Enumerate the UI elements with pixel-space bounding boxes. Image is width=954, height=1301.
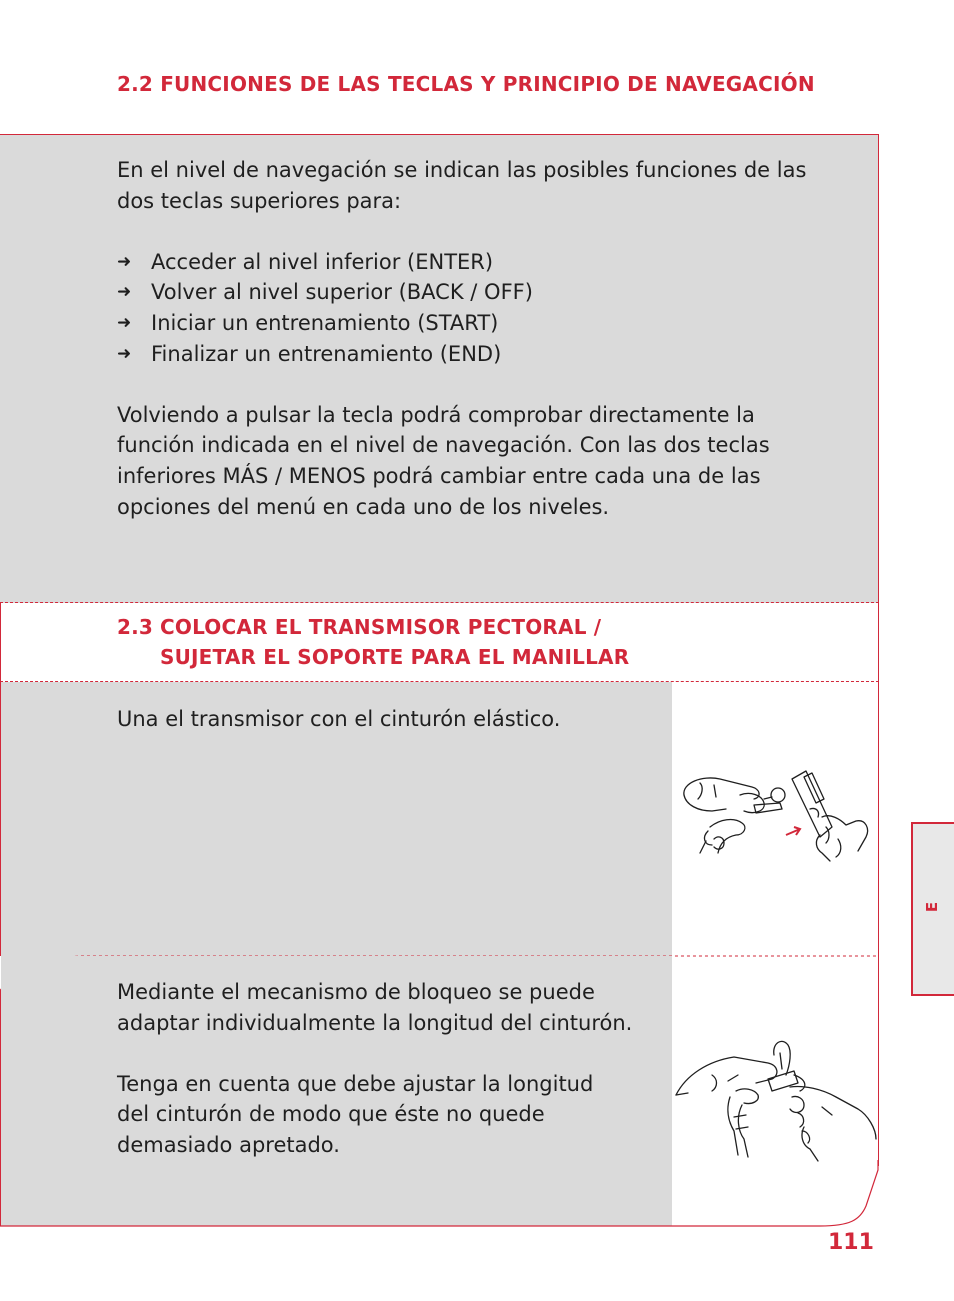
arrow-right-icon: ➜ xyxy=(117,282,132,303)
list-item: ➜ Finalizar un entrenamiento (END) xyxy=(117,339,837,370)
divider xyxy=(0,1160,882,1230)
paragraph-line: Mediante el mecanismo de bloqueo se puede xyxy=(117,980,595,1004)
divider xyxy=(0,682,1,956)
step-1-text: Una el transmisor con el cinturón elástico. xyxy=(117,707,561,731)
paragraph-line: inferiores MÁS / MENOS podrá cambiar entre cada una de las xyxy=(117,463,761,488)
arrow-right-icon: ➜ xyxy=(117,312,132,333)
section-heading-2-2: 2.2 FUNCIONES DE LAS TECLAS Y PRINCIPIO DE NAVEGACIÓN xyxy=(117,72,815,96)
hands-attach-transmitter-illustration xyxy=(680,765,875,870)
divider xyxy=(0,602,879,603)
paragraph-line: Volviendo a pulsar la tecla podrá comprobar directamente la xyxy=(117,402,755,427)
paragraph-line: opciones del menú en cada uno de los niveles. xyxy=(117,494,610,519)
arrow-right-icon: ➜ xyxy=(117,343,132,364)
hands-adjust-belt-illustration xyxy=(672,1035,877,1165)
language-tab-label: E xyxy=(923,901,942,913)
paragraph-line: demasiado apretado. xyxy=(117,1132,340,1157)
step-2-text xyxy=(117,977,632,1161)
language-tab[interactable] xyxy=(911,822,954,996)
paragraph-line: del cinturón de modo que éste no quede xyxy=(117,1102,545,1127)
list-item: ➜ Iniciar un entrenamiento (START) xyxy=(117,308,837,339)
intro-line: En el nivel de navegación se indican las posibles funciones de las xyxy=(117,158,807,182)
section-number: 2.3 xyxy=(117,615,154,639)
page-number: 111 xyxy=(828,1230,874,1255)
section-heading-2-3-line2: SUJETAR EL SOPORTE PARA EL MANILLAR xyxy=(160,645,630,669)
paragraph-line: Tenga en cuenta que debe ajustar la longitud xyxy=(117,1071,594,1096)
section-heading-2-3-line1: COLOCAR EL TRANSMISOR PECTORAL / xyxy=(160,615,602,639)
arrow-right-icon: ➜ xyxy=(117,251,132,272)
function-list xyxy=(117,247,837,369)
section-2-2-body xyxy=(117,155,837,522)
intro-line: dos teclas superiores para: xyxy=(117,188,402,213)
paragraph-line: función indicada en el nivel de navegación. Con las dos teclas xyxy=(117,433,770,458)
paragraph-line: adaptar individualmente la longitud del cinturón. xyxy=(117,1010,633,1035)
divider xyxy=(878,682,879,1166)
list-item: ➜ Acceder al nivel inferior (ENTER) xyxy=(117,247,837,278)
divider xyxy=(878,602,879,682)
list-item: ➜ Volver al nivel superior (BACK / OFF) xyxy=(117,277,837,308)
divider xyxy=(0,602,1,682)
